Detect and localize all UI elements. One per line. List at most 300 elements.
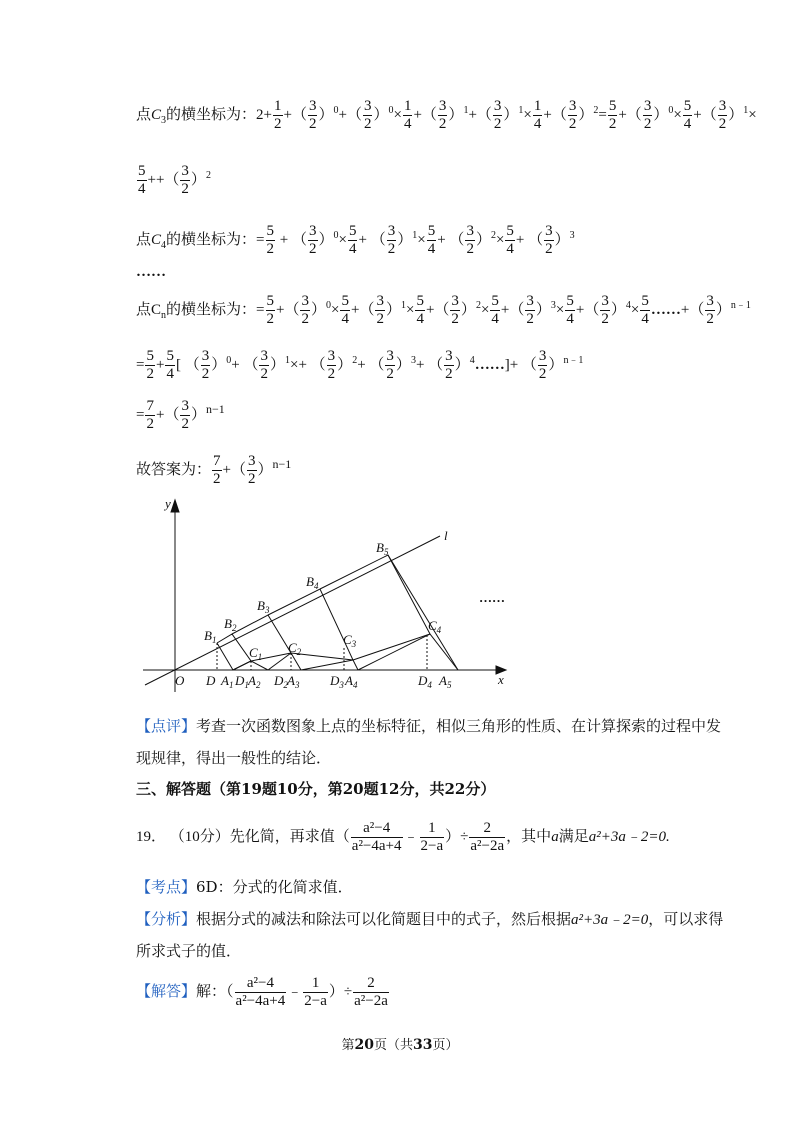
text: 3 bbox=[410, 354, 416, 366]
text: + bbox=[680, 301, 690, 318]
text: 点 bbox=[136, 106, 152, 123]
text: …… bbox=[650, 301, 681, 318]
text: C bbox=[151, 231, 162, 248]
text: 2 bbox=[493, 116, 502, 132]
text: 3 bbox=[493, 98, 502, 114]
fraction bbox=[533, 98, 543, 133]
label-d4: $D_4$ bbox=[418, 673, 432, 690]
text: 2 bbox=[353, 975, 389, 993]
fraction bbox=[600, 293, 610, 328]
text: n﹣1 bbox=[730, 299, 751, 311]
text: 页（共 bbox=[373, 1038, 413, 1053]
fraction bbox=[165, 348, 175, 383]
question-19 bbox=[136, 820, 800, 855]
text: × bbox=[289, 356, 299, 373]
text: 3 bbox=[181, 163, 189, 179]
label-b1: $B_1$ bbox=[204, 628, 217, 645]
text: 2 bbox=[146, 416, 154, 432]
text: ，其中 bbox=[506, 828, 552, 845]
text: ） bbox=[535, 301, 551, 318]
text: …… bbox=[474, 356, 505, 373]
cn-line bbox=[136, 293, 800, 328]
fraction bbox=[683, 98, 693, 133]
text: 1 bbox=[412, 229, 418, 241]
text: ） bbox=[190, 171, 206, 188]
fenxi-line-2 bbox=[136, 940, 800, 961]
label-d1: $D_1$ bbox=[235, 673, 249, 690]
fraction bbox=[353, 975, 389, 1010]
text: = bbox=[136, 356, 145, 373]
label-b2: $B_2$ bbox=[224, 616, 237, 633]
text: × bbox=[555, 301, 565, 318]
jieda-line bbox=[136, 975, 800, 1010]
text: 2 bbox=[213, 471, 221, 487]
text: 2 bbox=[201, 366, 210, 382]
text: 5 bbox=[608, 98, 617, 114]
text: 3 bbox=[363, 98, 372, 114]
square-4 bbox=[320, 555, 430, 660]
text: 2 bbox=[266, 241, 275, 257]
text: 0 bbox=[668, 104, 674, 116]
text: +（ bbox=[693, 106, 717, 123]
text: 2 bbox=[706, 311, 714, 327]
text: ） bbox=[397, 231, 413, 248]
text: 3 bbox=[466, 223, 474, 239]
text: = bbox=[598, 106, 607, 123]
text: 的横坐标为： bbox=[166, 231, 257, 248]
text: 2 bbox=[526, 311, 534, 327]
fraction bbox=[308, 98, 318, 133]
text: + bbox=[515, 231, 525, 248]
text: + bbox=[231, 356, 240, 373]
text: 0 bbox=[326, 299, 331, 311]
text: ） bbox=[310, 301, 326, 318]
text: 2 bbox=[608, 116, 617, 132]
text: +（ bbox=[618, 106, 642, 123]
text: …… bbox=[136, 264, 166, 280]
text: = bbox=[136, 406, 145, 423]
text: 4 bbox=[533, 116, 542, 132]
fraction bbox=[308, 223, 318, 258]
text: （ bbox=[230, 461, 246, 478]
fraction bbox=[420, 820, 445, 855]
text: ） bbox=[385, 301, 401, 318]
text: 0 bbox=[226, 354, 232, 366]
text: ） bbox=[448, 106, 464, 123]
label-c4: $C_4$ bbox=[428, 618, 442, 635]
edge bbox=[233, 661, 251, 670]
text: 2 bbox=[643, 116, 652, 132]
text: ） bbox=[715, 301, 731, 318]
text: 2 bbox=[469, 820, 505, 838]
text: 3 bbox=[601, 293, 609, 309]
fraction bbox=[259, 348, 269, 383]
fraction bbox=[450, 293, 460, 328]
text: 5 bbox=[491, 293, 499, 309]
text: a²+3a﹣2=0. bbox=[588, 828, 670, 845]
text: 5 bbox=[641, 293, 649, 309]
fraction bbox=[363, 98, 373, 133]
text: （ bbox=[310, 356, 326, 373]
text: + bbox=[425, 301, 435, 318]
text: + bbox=[500, 301, 510, 318]
text: + bbox=[155, 356, 165, 373]
text: + bbox=[437, 231, 446, 248]
text: 4 bbox=[166, 366, 174, 382]
edge bbox=[430, 634, 458, 670]
fraction bbox=[273, 98, 283, 133]
text: ） bbox=[373, 106, 389, 123]
text: 2+ bbox=[256, 106, 273, 123]
text: 3 bbox=[706, 293, 714, 309]
text: 5 bbox=[138, 163, 146, 179]
fraction bbox=[415, 293, 425, 328]
fraction bbox=[565, 293, 575, 328]
text: 2 bbox=[248, 471, 256, 487]
text: （10分）先化简，再求值（ bbox=[169, 828, 350, 845]
label-o: O bbox=[175, 673, 185, 688]
text: 5 bbox=[166, 348, 174, 364]
text: 3 bbox=[260, 348, 268, 364]
text: ） bbox=[395, 356, 411, 373]
text: ﹣ bbox=[403, 828, 419, 845]
fraction bbox=[137, 163, 147, 198]
text: n−1 bbox=[205, 401, 225, 416]
fraction bbox=[266, 223, 276, 258]
text: ] bbox=[504, 356, 510, 373]
text: n−1 bbox=[272, 456, 292, 471]
label-d: D bbox=[206, 673, 216, 688]
text: ++（ bbox=[147, 171, 180, 188]
text: 7 bbox=[146, 398, 154, 414]
page-number: 20 bbox=[354, 1037, 374, 1053]
text: ） bbox=[190, 406, 206, 423]
fraction bbox=[300, 293, 310, 328]
text: 2 bbox=[490, 229, 496, 241]
result-line bbox=[136, 398, 800, 433]
text: 2 bbox=[376, 311, 384, 327]
jieda-tag: 【解答】 bbox=[136, 983, 197, 1000]
label-a5: $A_5$ bbox=[439, 673, 452, 690]
text: + bbox=[350, 301, 360, 318]
text: 3 bbox=[526, 293, 534, 309]
fraction bbox=[340, 293, 350, 328]
fraction bbox=[303, 975, 328, 1010]
edge bbox=[301, 660, 353, 670]
fraction bbox=[427, 223, 437, 258]
text: （ bbox=[243, 356, 259, 373]
text: ） bbox=[318, 231, 334, 248]
text: 1 bbox=[403, 98, 412, 114]
text: ） bbox=[318, 106, 334, 123]
fraction bbox=[568, 98, 578, 133]
kaodian-line bbox=[136, 876, 800, 897]
text: （ bbox=[428, 356, 444, 373]
text: （ bbox=[164, 406, 180, 423]
label-y: y bbox=[165, 496, 171, 511]
text: 3 bbox=[386, 348, 394, 364]
text: +（ bbox=[543, 106, 567, 123]
text: 5 bbox=[266, 223, 275, 239]
text: 3 bbox=[376, 293, 384, 309]
text: × bbox=[630, 301, 640, 318]
text: a bbox=[551, 828, 559, 845]
text: 0 bbox=[333, 104, 339, 116]
c4-line bbox=[136, 223, 800, 258]
text: 的横坐标为： bbox=[166, 301, 257, 318]
text: 点C bbox=[136, 301, 162, 318]
page-footer bbox=[0, 1034, 800, 1053]
text: 1 bbox=[274, 98, 282, 114]
text: 5 bbox=[348, 223, 357, 239]
label-a2: $A_2$ bbox=[248, 673, 261, 690]
label-c1: $C_1$ bbox=[249, 645, 263, 662]
text: 3 bbox=[248, 453, 256, 469]
text: +（ bbox=[413, 106, 437, 123]
text: 3 bbox=[718, 98, 727, 114]
text: 1 bbox=[400, 299, 406, 311]
text: 1 bbox=[743, 104, 749, 116]
text: ） bbox=[503, 106, 519, 123]
text: ） bbox=[610, 301, 626, 318]
text: 2 bbox=[545, 241, 553, 257]
text: + bbox=[276, 301, 285, 318]
text: ﹣ bbox=[287, 983, 303, 1000]
text: 1 bbox=[463, 104, 469, 116]
label-l: l bbox=[444, 528, 448, 543]
text: 2 bbox=[386, 366, 394, 382]
square-3 bbox=[268, 589, 353, 660]
text: 满足 bbox=[558, 828, 589, 845]
text: 3 bbox=[545, 223, 553, 239]
text: 考查一次函数图象上点的坐标特征，相似三角形的性质、在计算探索的过程中发 bbox=[196, 717, 722, 735]
text: 2 bbox=[538, 366, 547, 382]
text: 2 bbox=[601, 311, 609, 327]
fraction bbox=[438, 98, 448, 133]
text: 2 bbox=[568, 116, 577, 132]
total-pages: 33 bbox=[413, 1037, 433, 1053]
text: 3 bbox=[161, 114, 167, 126]
text: 1 bbox=[303, 975, 328, 993]
fraction bbox=[505, 223, 515, 258]
text: +（ bbox=[338, 106, 362, 123]
fraction bbox=[705, 293, 715, 328]
text: a²−4a+4 bbox=[351, 838, 402, 854]
text: × bbox=[417, 231, 426, 248]
text: 5 bbox=[566, 293, 574, 309]
text: 3 bbox=[201, 348, 210, 364]
text: 0 bbox=[333, 229, 339, 241]
text: 6D：分式的化简求值． bbox=[196, 878, 353, 896]
text: a²−4 bbox=[351, 820, 403, 838]
text: + bbox=[279, 231, 289, 248]
text: 4 bbox=[403, 116, 412, 132]
text: （ bbox=[370, 231, 386, 248]
text: （ bbox=[184, 356, 200, 373]
c3-line bbox=[136, 98, 796, 133]
text: 2 bbox=[301, 311, 309, 327]
text: 2 bbox=[309, 241, 317, 257]
section-title bbox=[136, 778, 800, 799]
edge bbox=[353, 660, 358, 670]
fraction bbox=[538, 348, 548, 383]
text: （ bbox=[449, 231, 465, 248]
text: （ bbox=[689, 301, 705, 318]
text: 4 bbox=[625, 299, 631, 311]
text: 2 bbox=[181, 416, 189, 432]
text: ） bbox=[554, 231, 570, 248]
kaodian-tag: 【考点】 bbox=[136, 878, 197, 896]
text: 的横坐标为： bbox=[166, 106, 257, 123]
text: ） bbox=[454, 356, 470, 373]
fenxi-line-1 bbox=[136, 908, 800, 929]
text: C bbox=[151, 106, 162, 123]
question-number: 19． bbox=[136, 828, 167, 845]
label-d2: $D_2$ bbox=[274, 673, 288, 690]
text: 4 bbox=[506, 241, 514, 257]
text: 3 bbox=[569, 229, 575, 241]
fraction bbox=[266, 293, 276, 328]
text: 4 bbox=[469, 354, 475, 366]
text: 3 bbox=[438, 98, 447, 114]
text: 3 bbox=[538, 348, 547, 364]
text: ） bbox=[211, 356, 227, 373]
text: × bbox=[748, 106, 757, 123]
sum-line bbox=[136, 348, 800, 383]
ellipsis-line bbox=[136, 264, 800, 281]
square-5 bbox=[388, 555, 458, 670]
text: a²−2a bbox=[470, 838, 505, 854]
text: ）÷ bbox=[445, 828, 469, 845]
text: 4 bbox=[348, 241, 357, 257]
text: 2 bbox=[181, 181, 189, 197]
text: 3 bbox=[308, 98, 317, 114]
text: 2 bbox=[387, 241, 396, 257]
text: ） bbox=[269, 356, 285, 373]
text: + bbox=[509, 356, 519, 373]
text: 5 bbox=[416, 293, 424, 309]
fraction bbox=[643, 98, 653, 133]
text: + bbox=[575, 301, 585, 318]
text: ）÷ bbox=[328, 983, 353, 1000]
text: × bbox=[393, 106, 402, 123]
text: 3 bbox=[327, 348, 336, 364]
text: 2 bbox=[146, 366, 154, 382]
text: 0 bbox=[388, 104, 394, 116]
fraction bbox=[327, 348, 337, 383]
text: 点 bbox=[136, 231, 152, 248]
text: × bbox=[495, 231, 505, 248]
text: 1 bbox=[518, 104, 524, 116]
fraction bbox=[465, 223, 475, 258]
text: 7 bbox=[213, 453, 221, 469]
fraction bbox=[247, 453, 257, 488]
text: 3 bbox=[387, 223, 396, 239]
review-tag: 【点评】 bbox=[136, 717, 197, 735]
text: +（ bbox=[283, 106, 307, 123]
fraction bbox=[608, 98, 618, 133]
text: 2 bbox=[266, 311, 274, 327]
fraction bbox=[351, 820, 403, 855]
c3-line-cont bbox=[136, 163, 800, 198]
text: + bbox=[222, 461, 231, 478]
text: （ bbox=[521, 356, 537, 373]
figure-ellipsis: …… bbox=[479, 590, 505, 605]
answer-line bbox=[136, 453, 800, 488]
text: a²+3a﹣2=0 bbox=[571, 912, 649, 928]
text: +（ bbox=[468, 106, 492, 123]
text: ） bbox=[460, 301, 476, 318]
label-b4: $B_4$ bbox=[306, 574, 319, 591]
text: 3 bbox=[309, 223, 317, 239]
text: 5 bbox=[683, 98, 692, 114]
text: ） bbox=[653, 106, 669, 123]
text: 2 bbox=[260, 366, 268, 382]
fraction bbox=[640, 293, 650, 328]
fraction bbox=[493, 98, 503, 133]
text: × bbox=[338, 231, 347, 248]
text: a²−4 bbox=[235, 975, 287, 993]
text: 2−a bbox=[420, 838, 444, 854]
fraction bbox=[387, 223, 397, 258]
fraction bbox=[385, 348, 395, 383]
fraction bbox=[525, 293, 535, 328]
fraction bbox=[145, 398, 155, 433]
text: 4 bbox=[566, 311, 574, 327]
edge bbox=[251, 661, 268, 670]
fraction bbox=[212, 453, 222, 488]
text: a²−4a+4 bbox=[235, 993, 286, 1009]
text: 3 bbox=[451, 293, 459, 309]
review-line-1 bbox=[136, 715, 800, 736]
text: 现规律，得出一般性的结论． bbox=[136, 749, 332, 767]
text: 2 bbox=[308, 116, 317, 132]
text: （ bbox=[291, 231, 307, 248]
text: 2 bbox=[466, 241, 474, 257]
text: 5 bbox=[341, 293, 349, 309]
text: 3 bbox=[643, 98, 652, 114]
text: 4 bbox=[491, 311, 499, 327]
text: （ bbox=[584, 301, 600, 318]
text: 4 bbox=[416, 311, 424, 327]
fraction bbox=[348, 223, 358, 258]
fraction bbox=[375, 293, 385, 328]
fraction bbox=[145, 348, 155, 383]
text: 故答案为： bbox=[136, 461, 212, 478]
text: （ bbox=[509, 301, 525, 318]
text: ） bbox=[257, 461, 273, 478]
fraction bbox=[490, 293, 500, 328]
edge bbox=[358, 634, 430, 670]
text: × bbox=[480, 301, 490, 318]
text: 1 bbox=[284, 354, 290, 366]
text: 2−a bbox=[304, 993, 327, 1009]
fraction bbox=[235, 975, 287, 1010]
text: n bbox=[161, 309, 167, 321]
text: ，可以求得 bbox=[648, 910, 724, 928]
text: + bbox=[415, 356, 425, 373]
text: 3 bbox=[181, 398, 189, 414]
text: 2 bbox=[445, 366, 453, 382]
line-l bbox=[145, 536, 440, 685]
text: 4 bbox=[341, 311, 349, 327]
text: + bbox=[357, 356, 366, 373]
fraction bbox=[718, 98, 728, 133]
text: = bbox=[256, 301, 265, 318]
text: 4 bbox=[683, 116, 692, 132]
text: 根据分式的减法和除法可以化简题目中的式子，然后根据 bbox=[196, 910, 572, 928]
text: [ bbox=[175, 356, 181, 373]
